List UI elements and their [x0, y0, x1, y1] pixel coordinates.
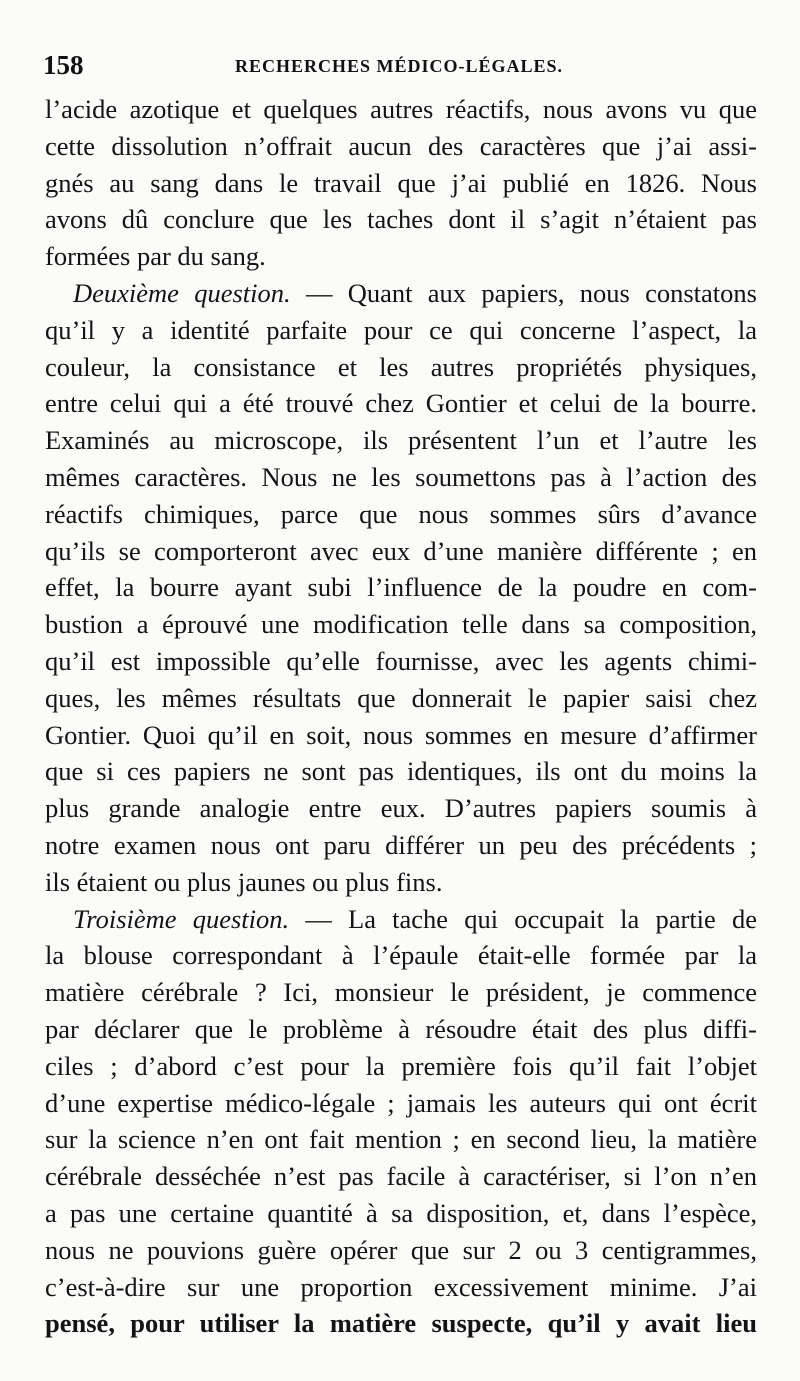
text-line: ques, les mêmes résultats que donnerait le papier saisi chez	[45, 682, 757, 713]
text-line: Gontier. Quoi qu’il en soit, nous sommes en mesure d’affirmer	[45, 719, 757, 750]
text-line: mêmes caractères. Nous ne les soumettons pas à l’action des	[45, 461, 757, 492]
text-line: sur la science n’en ont fait mention ; en second lieu, la matière	[45, 1124, 757, 1155]
text-line: ciles ; d’abord c’est pour la première fois qu’il fait l’objet	[45, 1050, 757, 1081]
text-fragment: — Quant aux papiers, nous constatons	[290, 277, 757, 308]
running-head: RECHERCHES MÉDICO-LÉGALES.	[235, 56, 564, 76]
text-line: pensé, pour utiliser la matière suspecte, qu’il y avait lieu	[45, 1308, 757, 1339]
page-number: 158	[43, 50, 84, 80]
text-line: qu’il est impossible qu’elle fournisse, avec les agents chimi-	[45, 645, 757, 676]
text-line: avons dû conclure que les taches dont il s’agit n’étaient pas	[45, 204, 757, 235]
text-line: qu’ils se comporteront avec eux d’une manière différente ; en	[45, 535, 757, 566]
text-line: notre examen nous ont paru différer un peu des précédents ;	[45, 829, 757, 860]
body-text	[45, 91, 757, 1342]
text-line: cette dissolution n’offrait aucun des caractères que j’ai assi-	[45, 130, 757, 161]
text-line: formées par du sang.	[45, 241, 266, 272]
question-label: Deuxième question.	[73, 277, 291, 308]
text-line: l’acide azotique et quelques autres réactifs, nous avons vu que	[45, 94, 757, 124]
text-fragment: — La tache qui occupait la partie de	[289, 903, 757, 934]
text-line: nous ne pouvions guère opérer que sur 2 ou 3 centigrammes,	[45, 1234, 757, 1265]
text-line: matière cérébrale ? Ici, monsieur le président, je commence	[45, 977, 757, 1008]
text-line: Examinés au microscope, ils présentent l’un et l’autre les	[45, 425, 757, 456]
text-line: c’est-à-dire sur une proportion excessivement minime. J’ai	[45, 1271, 757, 1302]
text-line: que si ces papiers ne sont pas identiques, ils ont du moins la	[45, 756, 757, 787]
text-line: a pas une certaine quantité à sa disposition, et, dans l’espèce,	[45, 1197, 757, 1228]
text-line: la blouse correspondant à l’épaule était-elle formée par la	[45, 940, 757, 971]
text-line: cérébrale desséchée n’est pas facile à caractériser, si l’on n’en	[45, 1161, 757, 1192]
text-line: couleur, la consistance et les autres propriétés physiques,	[45, 351, 757, 382]
text-line: qu’il y a identité parfaite pour ce qui concerne l’aspect, la	[45, 314, 757, 345]
text-line: effet, la bourre ayant subi l’influence de la poudre en com-	[45, 572, 757, 603]
text-line: bustion a éprouvé une modification telle dans sa composition,	[45, 609, 757, 640]
page-header	[43, 50, 758, 78]
text-line: ils étaient ou plus jaunes ou plus fins.	[45, 866, 443, 897]
text-line: entre celui qui a été trouvé chez Gontier et celui de la bourre.	[45, 388, 757, 419]
paragraph-first-line	[45, 275, 757, 312]
text-line: gnés au sang dans le travail que j’ai publié en 1826. Nous	[45, 167, 757, 198]
paragraph-first-line	[45, 901, 757, 938]
text-line: par déclarer que le problème à résoudre était des plus diffi-	[45, 1013, 757, 1044]
text-line: plus grande analogie entre eux. D’autres papiers soumis à	[45, 793, 757, 824]
text-line: d’une expertise médico-légale ; jamais les auteurs qui ont écrit	[45, 1087, 757, 1118]
text-line: réactifs chimiques, parce que nous sommes sûrs d’avance	[45, 498, 757, 529]
question-label: Troisième question.	[73, 903, 290, 934]
